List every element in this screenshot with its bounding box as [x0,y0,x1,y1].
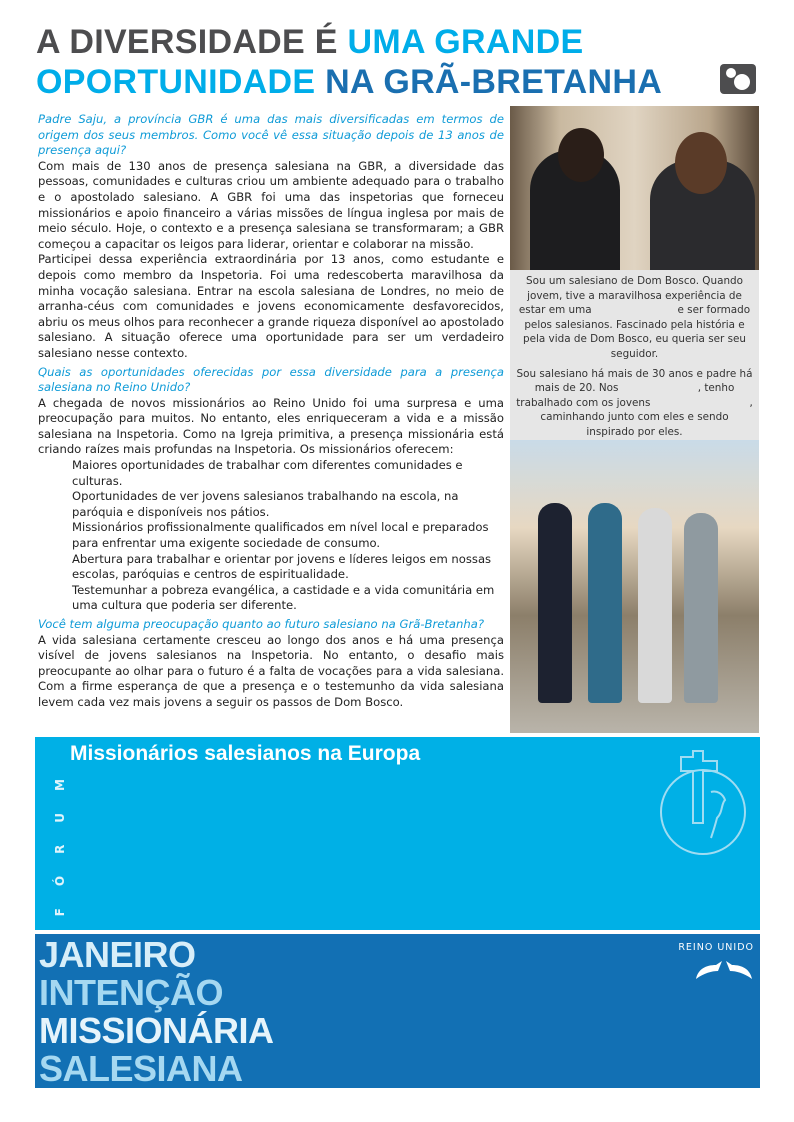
speech-bubble-logo-icon [720,64,756,94]
article-body [38,112,504,711]
intention-box [35,934,760,1088]
photo-caption [510,270,759,440]
intention-label: MISSIONÁRIA [39,1010,274,1051]
opportunity-list [38,458,504,614]
question: Quais as oportunidades oferecidas por essa diversidade para a presença salesiana no Reino Unido? [38,364,504,395]
question: Você tem alguma preocupação quanto ao futuro salesiano na Grã-Bretanha? [38,617,484,631]
list-item: Abertura para trabalhar e orientar por jovens e líderes leigos em nossas escolas, paróquias e centros de espiritualidade. [72,551,492,582]
paragraph: Com mais de 130 anos de presença salesiana na GBR, a diversidade das pessoas, comunidades e culturas criou um ambiente adequado para o trabalho e o apostolado salesiano. A GBR foi uma das inspetorias que forneceu missionários e apoio financeiro a várias missões de língua inglesa por mais de meio século. Hoje, o contexto e a presença salesiana se transformaram; a GBR começou a capacitar os leigos para liderar, orientar e colaborar na missão. [38,158,504,251]
intention-label: INTENÇÃO [39,972,223,1013]
forum-vertical-label: FÓRUM [53,757,67,917]
headline-part: OPORTUNIDADE [36,63,326,101]
country-label: REINO UNIDO [678,942,754,984]
list-item: Maiores oportunidades de trabalhar com diferentes comunidades e culturas. [72,458,463,488]
question: Padre Saju, a província GBR é uma das mais diversificadas em termos de origem dos seus membros. Como você vê essa situação depois de 13 anos de presença aqui? [38,112,504,158]
caption-paragraph: Sou um salesiano de Dom Bosco. Quando jovem, tive a maravilhosa experiência de estar em uma e ser formado pelos salesianos. Fascinado pela história e pela vida de Dom Bosco, eu queria ser seu seguidor. [518,275,754,360]
hands-icon [694,957,754,981]
intention-label: SALESIANA [39,1048,243,1089]
photo-two-men [510,106,759,270]
list-item: Testemunhar a pobreza evangélica, a castidade e a vida comunitária em uma cultura que poderia ser diferente. [72,582,495,613]
globe-cross-icon [653,747,748,857]
photo-group-of-four [510,440,759,733]
list-item: Missionários profissionalmente qualificados em nível local e preparados para enfrentar uma exigente sociedade de consumo. [72,520,489,551]
headline-part: UMA GRANDE [347,23,584,61]
paragraph: A vida salesiana certamente cresceu ao longo dos anos e há uma presença visível de jovens salesianos na Inspetoria. No entanto, o desafio mais preocupante ao olhar para o futuro é a falta de vocações para a vida salesiana. Com a firme esperança de que a presença e o testemunho da vida salesiana levem cada vez mais jovens a seguir os passos de Dom Bosco. [38,632,504,709]
headline-part: A DIVERSIDADE É [36,23,348,61]
month-label: JANEIRO [39,934,196,975]
caption-paragraph: Sou salesiano há mais de 30 anos e padre há mais de 20. Nos , tenho trabalhado com os jovens , caminhando junto com eles e sendo inspirado por eles. [516,367,757,438]
headline [36,22,662,102]
paragraph: Participei dessa experiência extraordinária por 13 anos, como estudante e depois como membro da Inspetoria. Foi uma redescoberta maravilhosa da minha vocação salesiana. Entrar na escola salesiana de Londres, no meio de arranha-céus com comunidades e jovens economicamente desfavorecidos, abriu os meus olhos para reconhecer a grande riqueza disponível ao apostolado salesiano. A situação oferece uma oportunidade para ser um verdadeiro salesiano nesse contexto. [38,252,504,360]
paragraph: A chegada de novos missionários ao Reino Unido foi uma surpresa e uma preocupação para muitos. No entanto, eles enriqueceram a vida e a missão salesiana na Inspetoria. Como na Igreja primitiva, a presença missionária está criando raízes mais profundas na Inspetoria. Os missionários oferecem: [38,395,504,457]
headline-part: NA GRÃ-BRETANHA [325,63,663,101]
forum-title: Missionários salesianos na Europa [70,742,421,765]
list-item: Oportunidades de ver jovens salesianos trabalhando na escola, na paróquia e disponíveis nos pátios. [72,489,459,519]
forum-box [35,737,760,930]
